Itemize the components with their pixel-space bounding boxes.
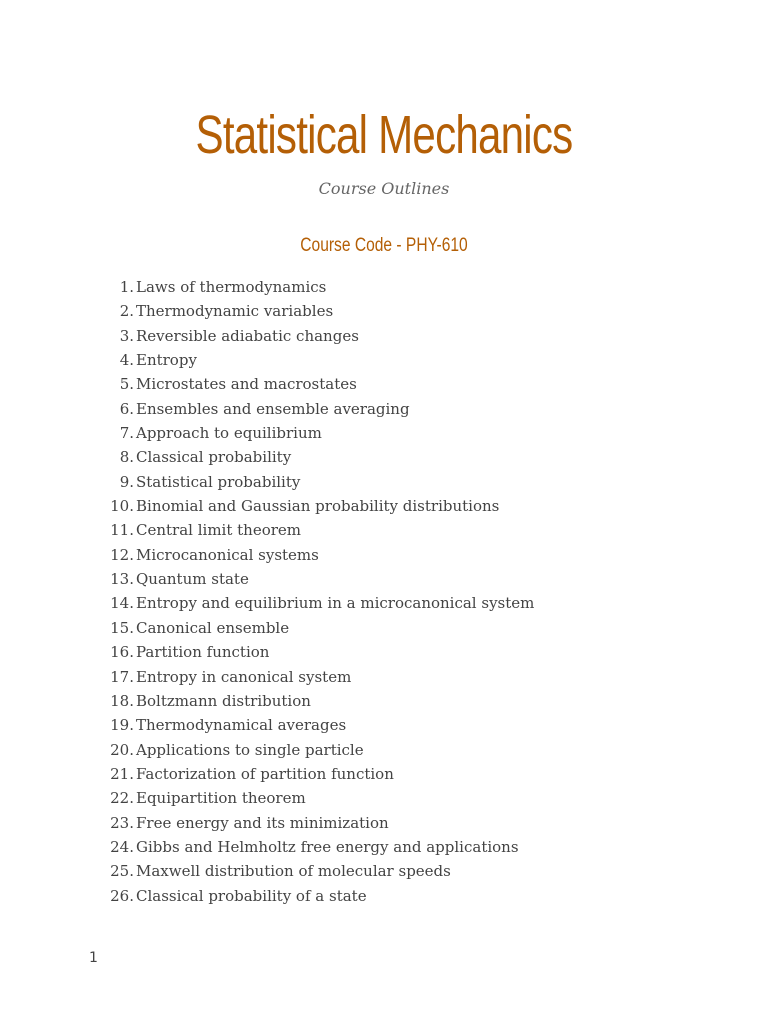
outline-item-number: 11.	[110, 521, 134, 540]
outline-item-number: 24.	[110, 837, 134, 856]
page-number: 1	[89, 950, 98, 966]
outline-item-text: Maxwell distribution of molecular speeds	[136, 862, 451, 881]
outline-item-text: Binomial and Gaussian probability distributions	[136, 497, 500, 516]
outline-item-text: Gibbs and Helmholtz free energy and applications	[136, 837, 519, 856]
outline-item	[0, 324, 768, 348]
outline-item-text: Applications to single particle	[136, 740, 364, 759]
outline-item-text: Approach to equilibrium	[136, 424, 322, 443]
outline-item-text: Statistical probability	[136, 472, 301, 491]
outline-item-number: 15.	[110, 618, 134, 637]
outline-item-number: 17.	[110, 667, 134, 686]
outline-item	[0, 884, 768, 908]
outline-item-number: 1.	[119, 278, 134, 296]
outline-item-number: 21.	[110, 764, 134, 783]
outline-item-number: 8.	[119, 448, 134, 467]
outline-item-text: Entropy	[136, 351, 197, 370]
outline-item-text: Entropy in canonical system	[136, 667, 352, 686]
outline-item	[0, 567, 768, 591]
outline-item-text: Classical probability	[136, 448, 292, 467]
outline-item-text: Free energy and its minimization	[136, 813, 389, 832]
outline-item	[0, 689, 768, 713]
outline-item	[0, 445, 768, 469]
outline-item	[0, 786, 768, 810]
outline-item	[0, 518, 768, 542]
outline-item-number: 2.	[119, 302, 134, 321]
outline-item-number: 3.	[119, 326, 134, 345]
course-outline-list	[0, 275, 768, 908]
outline-item-number: 20.	[110, 740, 134, 759]
outline-item	[0, 470, 768, 494]
outline-item	[0, 713, 768, 737]
outline-item-text: Entropy and equilibrium in a microcanonical system	[136, 594, 535, 613]
outline-item-text: Quantum state	[136, 570, 249, 589]
outline-item-text: Boltzmann distribution	[136, 691, 311, 710]
outline-item-number: 7.	[119, 424, 134, 443]
outline-item-number: 22.	[110, 789, 134, 808]
outline-item-text: Ensembles and ensemble averaging	[136, 399, 410, 418]
outline-item	[0, 299, 768, 323]
outline-item	[0, 372, 768, 396]
outline-item	[0, 640, 768, 664]
outline-item-text: Reversible adiabatic changes	[136, 326, 359, 345]
outline-item-text: Factorization of partition function	[136, 764, 394, 783]
outline-item	[0, 397, 768, 421]
outline-item-text: Equipartition theorem	[136, 789, 306, 808]
outline-item	[0, 421, 768, 445]
outline-item-number: 4.	[119, 351, 134, 370]
outline-item-number: 6.	[119, 399, 134, 418]
outline-item	[0, 762, 768, 786]
outline-item-number: 25.	[110, 862, 134, 881]
outline-item-number: 9.	[119, 472, 134, 491]
outline-item	[0, 616, 768, 640]
outline-item-number: 14.	[110, 594, 134, 613]
outline-item-text: Classical probability of a state	[136, 886, 367, 905]
outline-item	[0, 275, 768, 299]
outline-item-text: Microstates and macrostates	[136, 375, 357, 394]
outline-item-number: 16.	[110, 643, 134, 662]
outline-item	[0, 591, 768, 615]
outline-item-text: Canonical ensemble	[136, 618, 290, 637]
course-code-heading: Course Code - PHY-610	[300, 235, 468, 256]
outline-item	[0, 811, 768, 835]
outline-item-text: Central limit theorem	[136, 521, 301, 540]
outline-item	[0, 835, 768, 859]
outline-item	[0, 348, 768, 372]
document-title: Statistical Mechanics	[195, 105, 573, 165]
outline-item-number: 26.	[110, 886, 134, 905]
outline-item	[0, 738, 768, 762]
outline-item-number: 10.	[110, 497, 134, 516]
outline-item-number: 13.	[110, 570, 134, 589]
outline-item-number: 12.	[110, 545, 134, 564]
outline-item-number: 23.	[110, 813, 134, 832]
outline-item-text: Microcanonical systems	[136, 545, 319, 564]
outline-item-number: 18.	[110, 691, 134, 710]
outline-item	[0, 543, 768, 567]
outline-item-text: Thermodynamical averages	[136, 716, 347, 735]
outline-item	[0, 859, 768, 883]
outline-item-text: Partition function	[136, 643, 270, 662]
outline-item	[0, 665, 768, 689]
outline-item-text: Thermodynamic variables	[136, 302, 334, 321]
outline-item-number: 5.	[119, 375, 134, 394]
outline-item	[0, 494, 768, 518]
outline-item-number: 19.	[110, 716, 134, 735]
outline-item-text: Laws of thermodynamics	[136, 278, 327, 296]
document-subtitle: Course Outlines	[318, 179, 450, 198]
